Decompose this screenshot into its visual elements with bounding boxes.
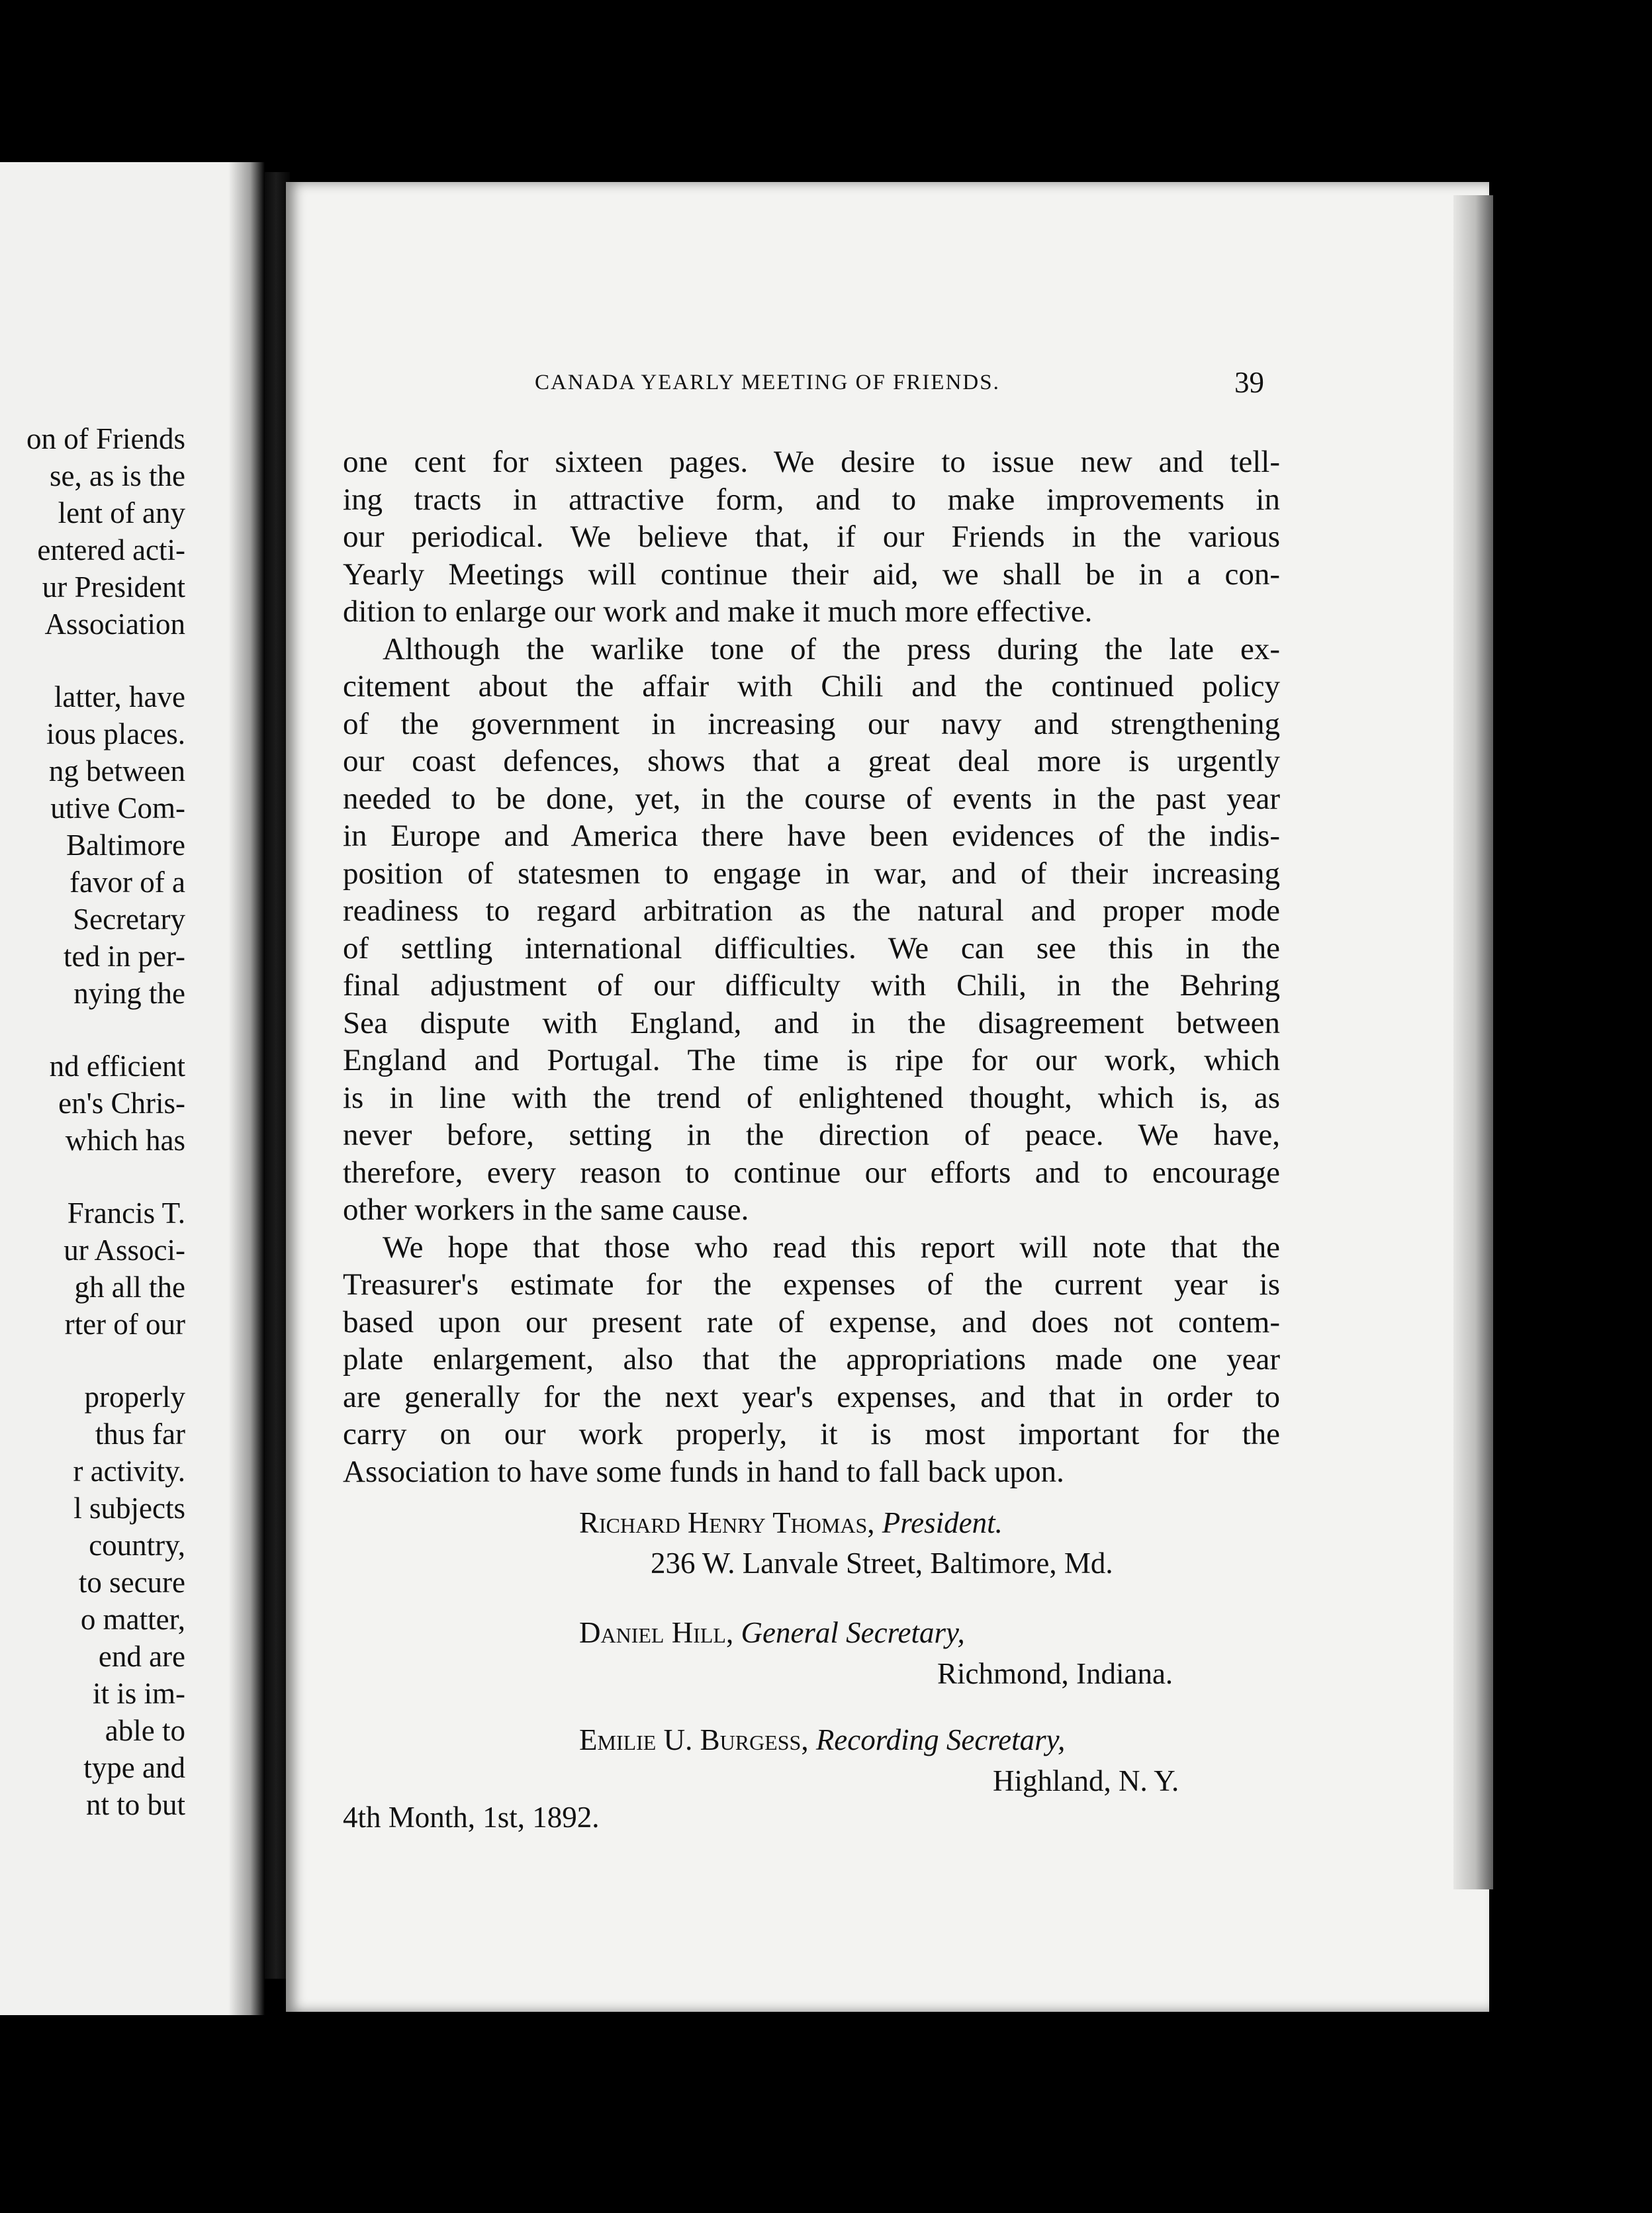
previous-page-line: Francis T. xyxy=(67,1197,185,1230)
body-line: of settling international difficulties. We can see this in the xyxy=(343,930,1280,966)
previous-page-line: Secretary xyxy=(73,903,185,936)
previous-page-line: ur Associ- xyxy=(64,1234,185,1267)
signature-general-secretary xyxy=(579,1615,965,1650)
previous-page-line: it is im- xyxy=(92,1677,185,1710)
signature-recording-secretary xyxy=(579,1723,1065,1757)
body-line: carry on our work properly, it is most important for the xyxy=(343,1417,1280,1451)
previous-page-line: ted in per- xyxy=(63,940,185,973)
previous-page-text xyxy=(26,420,185,1823)
body-line: are generally for the next year's expenses, and that in order to xyxy=(343,1379,1280,1414)
paragraph-gap xyxy=(26,1159,185,1195)
body-line: needed to be done, yet, in the course of events in the past year xyxy=(343,781,1280,816)
body-line: one cent for sixteen pages. We desire to issue new and tell- xyxy=(343,445,1280,479)
body-line: therefore, every reason to continue our efforts and to encourage xyxy=(343,1155,1280,1190)
previous-page-line: ious places. xyxy=(46,717,185,750)
gutter-shadow xyxy=(228,162,265,2015)
body-line: Yearly Meetings will continue their aid, we shall be in a con- xyxy=(343,557,1280,592)
recording-name: Emilie U. Burgess, xyxy=(579,1723,809,1756)
body-line: Sea dispute with England, and in the disagreement between xyxy=(343,1005,1280,1040)
recording-title: Recording Secretary, xyxy=(815,1723,1066,1756)
body-line: our coast defences, shows that a great deal more is urgently xyxy=(343,744,1280,778)
body-line: position of statesmen to engage in war, and of their increasing xyxy=(343,856,1280,891)
previous-page-line: nt to but xyxy=(85,1788,185,1821)
previous-page-line: to secure xyxy=(78,1566,185,1599)
paragraph-gap xyxy=(26,1012,185,1048)
previous-page-line: gh all the xyxy=(74,1271,185,1304)
previous-page-line: ng between xyxy=(48,754,185,788)
previous-page-line: properly xyxy=(84,1380,185,1414)
body-line: Treasurer's estimate for the expenses of the current year is xyxy=(343,1267,1280,1302)
previous-page-line: favor of a xyxy=(69,866,185,899)
body-line: of the government in increasing our navy and strengthening xyxy=(343,706,1280,741)
body-line: dition to enlarge our work and make it much more effective. xyxy=(343,594,1093,629)
previous-page-line: se, as is the xyxy=(50,459,185,492)
previous-page-line: nd efficient xyxy=(49,1050,185,1083)
body-line: plate enlargement, also that the appropriations made one year xyxy=(343,1342,1280,1377)
previous-page-line: entered acti- xyxy=(37,533,185,566)
body-line: is in line with the trend of enlightened thought, which is, as xyxy=(343,1080,1280,1115)
secretary-name: Daniel Hill, xyxy=(579,1616,734,1649)
body-line: Association to have some funds in hand to fall back upon. xyxy=(343,1454,1064,1489)
body-line: based upon our present rate of expense, and does not contem- xyxy=(343,1304,1280,1339)
previous-page-line: Baltimore xyxy=(66,829,185,862)
body-line: other workers in the same cause. xyxy=(343,1193,749,1227)
recording-address: Highland, N. Y. xyxy=(993,1764,1179,1797)
paragraph-gap xyxy=(26,1343,185,1378)
previous-page-line: nying the xyxy=(73,977,185,1010)
president-title: President. xyxy=(882,1506,1003,1539)
president-address: 236 W. Lanvale Street, Baltimore, Md. xyxy=(651,1547,1113,1580)
secretary-address: Richmond, Indiana. xyxy=(937,1657,1173,1690)
previous-page xyxy=(0,162,265,2015)
body-line: Although the warlike tone of the press during the late ex- xyxy=(383,631,1280,666)
body-line: citement about the affair with Chili and the continued policy xyxy=(343,669,1280,703)
previous-page-line: r activity. xyxy=(73,1455,185,1488)
previous-page-line: ur President xyxy=(42,570,185,604)
running-head: CANADA YEARLY MEETING OF FRIENDS. xyxy=(535,371,1000,394)
page-number: 39 xyxy=(1234,366,1264,399)
president-name: Richard Henry Thomas, xyxy=(579,1506,875,1539)
page-edge xyxy=(1453,195,1493,1889)
body-line: in Europe and America there have been evidences of the indis- xyxy=(343,819,1280,853)
signature-president xyxy=(579,1506,1003,1540)
body-line: never before, setting in the direction of peace. We have, xyxy=(343,1118,1280,1152)
previous-page-line: type and xyxy=(83,1751,185,1784)
body-line: England and Portugal. The time is ripe for our work, which xyxy=(343,1043,1280,1077)
previous-page-line: thus far xyxy=(95,1418,185,1451)
previous-page-line: which has xyxy=(65,1124,185,1157)
previous-page-line: rter of our xyxy=(64,1308,185,1341)
previous-page-line: able to xyxy=(105,1714,185,1747)
previous-page-line: end are xyxy=(98,1640,185,1673)
previous-page-line: en's Chris- xyxy=(58,1087,185,1120)
previous-page-line: lent of any xyxy=(58,496,185,529)
previous-page-line: on of Friends xyxy=(26,422,185,455)
previous-page-line: latter, have xyxy=(54,680,185,713)
previous-page-line: utive Com- xyxy=(50,791,185,825)
paragraph-gap xyxy=(26,643,185,678)
secretary-title: General Secretary, xyxy=(741,1616,965,1649)
previous-page-line: Association xyxy=(44,608,185,641)
report-date: 4th Month, 1st, 1892. xyxy=(343,1801,600,1834)
previous-page-line: o matter, xyxy=(80,1603,185,1636)
body-line: readiness to regard arbitration as the natural and proper mode xyxy=(343,893,1280,928)
body-line: ing tracts in attractive form, and to make improvements in xyxy=(343,482,1280,517)
body-line: final adjustment of our difficulty with Chili, in the Behring xyxy=(343,968,1280,1003)
previous-page-line: country, xyxy=(89,1529,185,1562)
previous-page-line: l subjects xyxy=(73,1492,185,1525)
body-line: We hope that those who read this report will note that the xyxy=(383,1230,1280,1265)
body-line: our periodical. We believe that, if our Friends in the various xyxy=(343,519,1280,554)
report-body xyxy=(343,443,1280,1490)
